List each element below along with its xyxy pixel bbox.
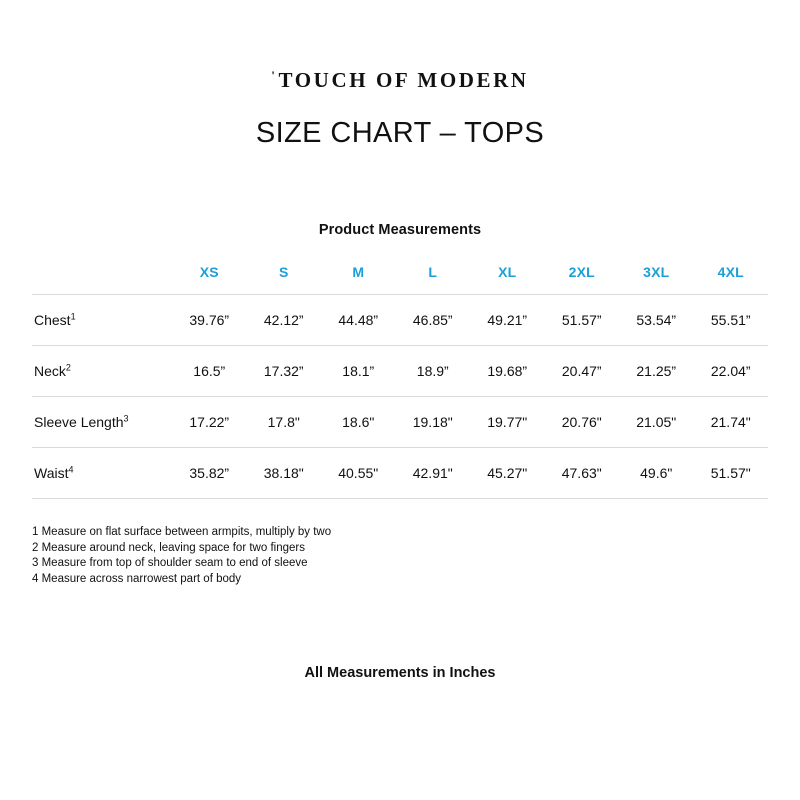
row-label-footnote: 2	[65, 362, 71, 373]
page-title: SIZE CHART – TOPS	[255, 117, 545, 149]
cell-waist-xs: 35.82”	[189, 465, 230, 481]
cell-waist-3xl: 49.6"	[640, 465, 673, 481]
cell-sleeve-m: 18.6"	[342, 414, 375, 430]
cell-chest-2xl: 51.57”	[561, 312, 602, 328]
column-header-xl: XL	[498, 264, 517, 280]
cell-waist-m: 40.55"	[338, 465, 379, 481]
brand-name: TOUCH OF MODERN	[278, 68, 529, 92]
cell-neck-l: 18.9”	[416, 363, 449, 379]
section-subtitle: Product Measurements	[318, 222, 482, 238]
row-label-text: Neck	[34, 363, 66, 379]
cell-neck-3xl: 21.25”	[636, 363, 677, 379]
cell-neck-xs: 16.5”	[193, 363, 226, 379]
row-label-neck	[32, 346, 172, 397]
cell-chest-4xl: 55.51”	[710, 312, 751, 328]
row-label-footnote: 3	[123, 413, 129, 424]
footnote-2: 2 Measure around neck, leaving space for two fingers	[32, 541, 305, 554]
cell-chest-m: 44.48”	[338, 312, 379, 328]
footnotes	[32, 525, 768, 587]
table-row	[32, 448, 768, 499]
cell-sleeve-xl: 19.77"	[487, 414, 528, 430]
row-label-text: Chest	[34, 312, 71, 328]
cell-waist-xl: 45.27"	[487, 465, 528, 481]
row-label-chest	[32, 295, 172, 346]
units-note: All Measurements in Inches	[304, 665, 496, 681]
cell-waist-l: 42.91"	[412, 465, 453, 481]
column-header-s: S	[278, 264, 289, 280]
table-row	[32, 346, 768, 397]
cell-sleeve-l: 19.18"	[412, 414, 453, 430]
column-header-3xl: 3XL	[643, 264, 670, 280]
column-header-2xl: 2XL	[568, 264, 595, 280]
cell-chest-s: 42.12”	[263, 312, 304, 328]
column-header-l: L	[428, 264, 438, 280]
column-header-4xl: 4XL	[717, 264, 744, 280]
column-header-xs: XS	[199, 264, 219, 280]
cell-neck-m: 18.1”	[342, 363, 375, 379]
footnote-1: 1 Measure on flat surface between armpits, multiply by two	[32, 526, 332, 538]
cell-sleeve-4xl: 21.74"	[710, 414, 751, 430]
row-label-waist	[32, 448, 172, 499]
row-label-text: Waist	[34, 465, 69, 481]
cell-sleeve-2xl: 20.76"	[561, 414, 602, 430]
cell-neck-s: 17.32”	[263, 363, 304, 379]
cell-sleeve-xs: 17.22”	[189, 414, 230, 430]
cell-waist-2xl: 47.63"	[561, 465, 602, 481]
table-row	[32, 295, 768, 346]
row-label-text: Sleeve Length	[34, 414, 124, 430]
cell-chest-xs: 39.76”	[189, 312, 230, 328]
cell-waist-s: 38.18"	[263, 465, 304, 481]
table-header	[32, 264, 768, 295]
cell-sleeve-3xl: 21.05"	[636, 414, 677, 430]
row-label-footnote: 1	[70, 311, 76, 322]
footnote-3: 3 Measure from top of shoulder seam to end of sleeve	[32, 557, 308, 569]
cell-neck-xl: 19.68”	[487, 363, 528, 379]
cell-waist-4xl: 51.57"	[710, 465, 751, 481]
row-label-sleeve-length	[32, 397, 172, 448]
row-label-footnote: 4	[68, 464, 74, 475]
measurements-table	[32, 264, 768, 499]
column-header-m: M	[352, 264, 365, 280]
cell-neck-4xl: 22.04”	[710, 363, 751, 379]
brand-logo	[271, 68, 528, 93]
cell-sleeve-s: 17.8"	[267, 414, 300, 430]
table-header-row	[32, 264, 768, 295]
table-body	[32, 295, 768, 499]
brand-tick-mark: '	[271, 68, 278, 83]
measurements-table-wrapper	[32, 264, 768, 499]
table-row	[32, 397, 768, 448]
cell-chest-xl: 49.21”	[487, 312, 528, 328]
table-corner-cell	[32, 264, 172, 295]
cell-chest-3xl: 53.54”	[636, 312, 677, 328]
cell-neck-2xl: 20.47”	[561, 363, 602, 379]
cell-chest-l: 46.85”	[412, 312, 453, 328]
footnote-4: 4 Measure across narrowest part of body	[32, 572, 242, 585]
